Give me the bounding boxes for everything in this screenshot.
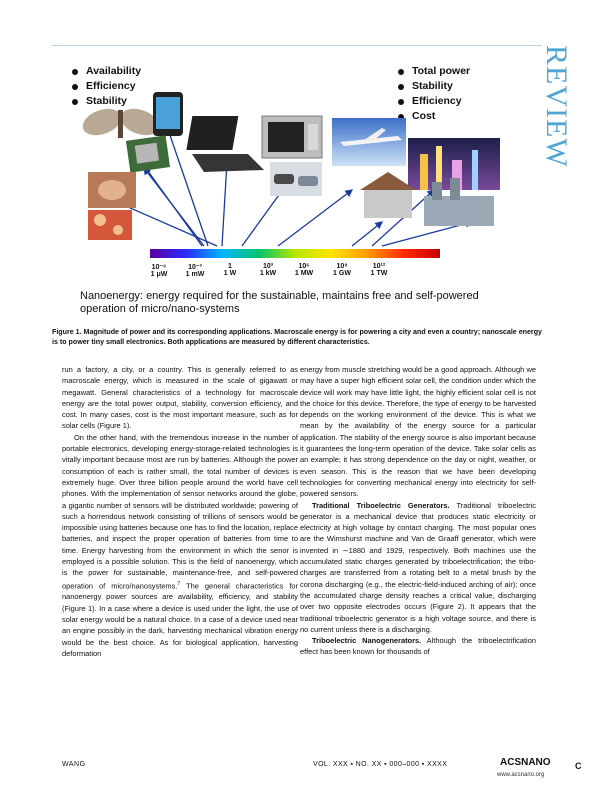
scale-tick: 10⁻³ 1 mW (185, 264, 205, 278)
nanoenergy-term: Nanoenergy: (80, 290, 143, 302)
criterion-item: Efficiency (72, 79, 141, 94)
scale-tick: 10⁻⁶ 1 μW (150, 264, 168, 278)
cars-icon (270, 162, 322, 196)
scale-tick: 10³ 1 kW (259, 263, 277, 277)
paragraph: run a factory, a city, or a country. This is generally referred to as macroscale energy, which is measured in the scale of gigawatt or megawatt. General characteristics of a technology for macroscale energy are the total power output, stability, conversion efficiency, and cost. In many cases, cost is the most important measure, such as for solar cells (Figure 1). (62, 365, 298, 431)
power-spectrum-bar (150, 249, 440, 258)
paragraph: energy from muscle stretching would be a good approach. Although we may have a super high efficient solar cell, the condition under which the device will work may have little light, the highly efficient solar cell is not the choice for this device. Therefore, the type of energy to be harvested depends on the working environment of the device. This is what we mean by the availability of the energy source for a particular application. The stability of the energy source is also important because it guarantees the long-term operation of the device. Take solar cells as an example; it has strong dependence on the day or night, weather, or even season. This is the reason that we have been developing technologies for converting mechanical energy into electricity for self-powered sensors. (300, 365, 536, 499)
finger-icon (88, 172, 136, 208)
section-heading: Triboelectric Nanogenerators. (312, 636, 422, 646)
microwave-icon (262, 116, 322, 158)
scale-tick: 10¹² 1 TW (370, 263, 388, 277)
journal-url[interactable]: www.acsnano.org (497, 772, 545, 778)
body-column-right (300, 364, 536, 658)
page-number: C (575, 761, 582, 771)
reference-marker: 7 (177, 580, 181, 587)
cell-tissue-icon (88, 210, 132, 240)
criterion-item: Stability (398, 79, 470, 94)
footer-citation: VOL. XXX ▪ NO. XX ▪ 000–000 ▪ XXXX (313, 761, 448, 768)
body-column-left (62, 364, 298, 659)
criterion-item: Stability (72, 94, 141, 109)
section-heading: Traditional Triboelectric Generators. (312, 500, 450, 510)
criterion-item: Availability (72, 64, 141, 79)
journal-logo: ACSNANO (500, 757, 551, 768)
paragraph: On the other hand, with the tremendous increase in the number of portable electronics, developing energy-storage-related technologies is vitally important because most are run by batteries. Although the power consumption of each is rather small, the total number of devices is extremely huge. Over three billion people around the world have cell phones. With the implementation of sensor networks around the globe, a gigantic number of sensors will be distributed worldwide; powering of such a horrendous network consisting of trillions of sensors would be impossible using batteries because one has to find the location, replace batteries, and inspect the proper operation of batteries from time to time. Energy harvesting from the environment in which the senor is employed is a possible solution. This is the field of nanoenergy, which is the power for sustainable, maintenance-free, and self-powered operation of micro/nanosystems.$^7$ The general characteristics for nanoenergy power sources are availability, efficiency, and stability (Figure 1). In a case where a device is used under the light, the use of solar energy would be a natural choice. In a case of a device used near an engine possibly in the dark, harvesting mechanical vibration energy would be the best choice. As for biological application, harvesting deformation (62, 432, 298, 658)
butterfly-icon (79, 104, 163, 140)
nanoenergy-definition (80, 290, 520, 316)
nanoenergy-text: energy required for the sustainable, maintains free and self-powered operation of micro/nano-systems (80, 290, 479, 315)
airplane-icon (332, 118, 406, 166)
paragraph: Triboelectric Nanogenerators. Although the triboelectrification effect has been known for thousands of (300, 636, 536, 657)
scale-tick: 10⁶ 1 MW (294, 263, 314, 277)
footer-author: WANG (62, 761, 86, 768)
header-rule (52, 45, 542, 46)
section-label: REVIEW (540, 45, 573, 168)
house-icon (360, 172, 416, 218)
phone-icon (153, 92, 183, 136)
paragraph: Traditional Triboelectric Generators. Traditional triboelectric generator is a mechanical device that produces static electricity or electricity at high voltage by contact charging. The most popular ones are the Wimshurst machine and Van de Graaff generator, which were invented in ∼1880 and 1929, respectively. Both machines use the accumulated static charges generated by triboelectrification; the tribo-charges are transferred from a rotating belt to a metal brush by the corona discharging (e.g., the electric-field-induced arching of air); once the accumulated charge density reaches a critical value, discharging over two opposite electrodes occurs (Figure 2). It appears that the traditional triboelectric generator is a high voltage source, and there is no current unless there is a discharging. (300, 500, 536, 634)
figure-caption: Figure 1. Magnitude of power and its corresponding applications. Macroscale energy is for powering a city and even a country; nanoscale energy is to power tiny small electronics. Both applications are measured by different characteristics. (52, 328, 542, 346)
laptop-icon (186, 116, 264, 172)
scale-tick: 10⁹ 1 GW (333, 263, 351, 277)
scale-tick: 1 1 W (223, 263, 237, 277)
criterion-item: Total power (398, 64, 470, 79)
application-illustration (52, 50, 542, 260)
criterion-item: Cost (398, 109, 470, 124)
criterion-item: Efficiency (398, 94, 470, 109)
chip-icon (126, 135, 170, 172)
figure-1 (52, 50, 542, 325)
